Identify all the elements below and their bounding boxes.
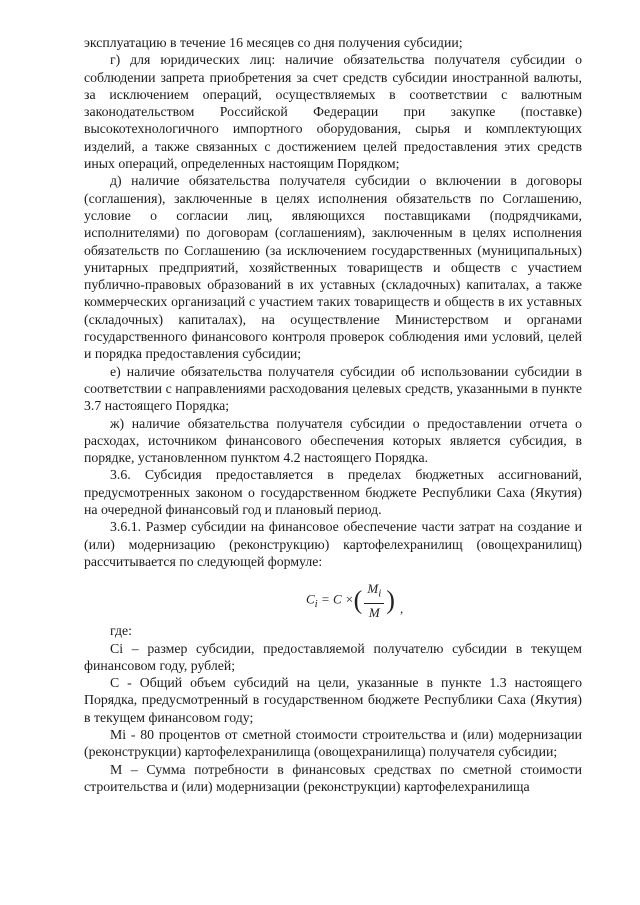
paragraph-item-g: г) для юридических лиц: наличие обязательства получателя субсидии о соблюдении запрета приобретения за счет средств субсидии иностранной валюты, за исключением операций, осуществляемых в соответствии с валютным законодательством Российской Федерации при закупке (поставке) высокотехнологичного импортного оборудования, сырья и комплектующих изделий, а также связанных с достижением целей предоставления этих средств иных операций, определенных настоящим Порядком; (84, 52, 582, 172)
paragraph-item-e: е) наличие обязательства получателя субсидии об использовании субсидии в соответствии с направлениями расходования целевых средств, указанными в пункте 3.7 настоящего Порядка; (84, 363, 582, 414)
formula-eq: = (320, 591, 330, 607)
paragraph-3-6-1: 3.6.1. Размер субсидии на финансовое обеспечение части затрат на создание и (или) модернизацию (реконструкцию) картофелехранилищ (овощехранилищ) рассчитывается по следующей формуле: (84, 519, 582, 569)
document-page (84, 34, 582, 795)
definition-mi: Mi - 80 процентов от сметной стоимости строительства и (или) модернизации (реконструкции) картофелехранилища (овощехранилища) получателя субсидии; (84, 726, 582, 760)
definition-c: С - Общий объем субсидий на цели, указанные в пункте 1.3 настоящего Порядка, предусмотренный в государственном бюджете Республики Саха (Якутия) в текущем финансовом году; (84, 675, 582, 725)
formula-c: C (332, 591, 342, 607)
formula-comma: , (400, 601, 404, 617)
paragraph-where: где: (110, 623, 132, 639)
formula-fraction (364, 580, 384, 621)
formula-denominator: M (368, 605, 380, 621)
formula-lhs-sub: i (314, 598, 318, 611)
paragraph-item-d: д) наличие обязательства получателя субсидии о включении в договоры (соглашения), заключенные в целях исполнения обязательств по Соглашению, условие о согласии лиц, являющихся поставщиками (подрядчиками, исполнителями) по договорам (соглашениям), заключенным в целях исполнения обязательств по Соглашению (за исключением государственных (муниципальных) унитарных предприятий, хозяйственных товариществ и обществ с участием публично-правовых образований в их уставных (складочных) капиталах, а также коммерческих организаций с участием таких товариществ и обществ в их уставных (складочных) капиталах), на осуществление Министерством и органами государственного финансового контроля проверок соблюдения ими условий, целей и порядка предоставления субсидии; (84, 173, 582, 362)
paragraph-3-6: 3.6. Субсидия предоставляется в пределах бюджетных ассигнований, предусмотренных законом о государственном бюджете Республики Саха (Якутия) на очередной финансовый год и плановый период. (84, 467, 582, 518)
formula-numerator: M (367, 581, 379, 597)
definition-ci: Ci – размер субсидии, предоставляемой получателю субсидии в текущем финансовом году, рублей; (84, 640, 582, 673)
formula-lhs: C (306, 591, 315, 607)
formula-open-paren: ( (353, 585, 363, 615)
formula-numerator-sub: i (378, 587, 382, 600)
definition-m: М – Сумма потребности в финансовых средствах по сметной стоимости строительства и (или) модернизации (реконструкции) картофелехранилища (84, 761, 582, 794)
paragraph-item-zh: ж) наличие обязательства получателя субсидии о предоставлении отчета о расходах, источником финансового обеспечения которых является субсидия, в порядке, установленном пунктом 4.2 настоящего Порядка. (84, 415, 582, 466)
paragraph-continuation: эксплуатацию в течение 16 месяцев со дня получения субсидии; (84, 35, 463, 50)
formula-times: × (344, 591, 354, 607)
subsidy-formula (84, 570, 582, 622)
formula-close-paren: ) (386, 585, 395, 615)
